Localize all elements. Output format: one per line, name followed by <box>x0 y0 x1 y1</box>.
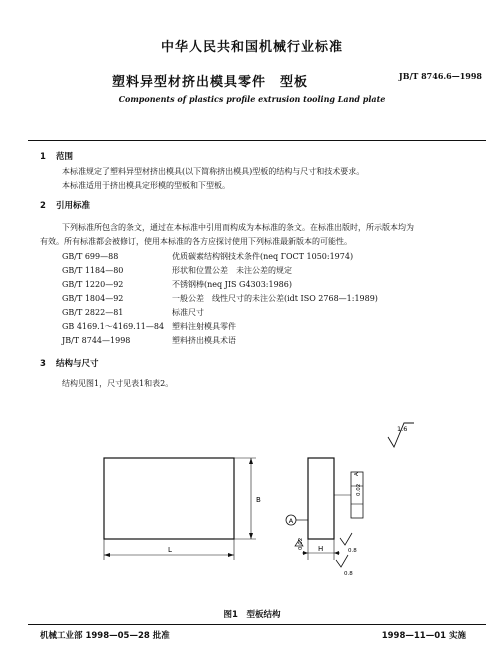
ref-code: GB/T 1804—92 <box>62 294 124 303</box>
perpendicularity-value: 0.02 <box>298 537 304 550</box>
section-1-title: 范围 <box>56 152 74 162</box>
ref-desc: 一般公差 线性尺寸的未注公差(idt ISO 2768—1:1989) <box>172 294 378 303</box>
roughness-symbol-side <box>336 555 348 567</box>
datum-label: A <box>288 517 294 525</box>
scope-line-1: 本标准规定了塑料异型材挤出模具(以下简称挤出模具)型板的结构与尺寸和技术要求。 <box>62 167 365 176</box>
footer-divider <box>28 624 486 625</box>
roughness-symbol-side <box>340 533 352 545</box>
ref-desc: 形状和位置公差 未注公差的规定 <box>172 266 292 275</box>
ref-desc: 不锈钢棒(neq JIS G4303:1986) <box>172 280 292 289</box>
ref-desc: 塑料挤出模具术语 <box>172 336 236 345</box>
ref-code: GB/T 2822—81 <box>62 308 124 317</box>
dimension-label-B: B <box>256 496 261 504</box>
scope-line-2: 本标准适用于挤出模具定形模的型板和下型板。 <box>62 181 230 190</box>
tolerance-datum: A <box>354 472 360 476</box>
ref-code: JB/T 8744—1998 <box>62 336 131 345</box>
dimension-label-L: L <box>168 546 172 554</box>
ref-code: GB/T 699—88 <box>62 252 119 261</box>
ref-code: GB 4169.1～4169.11—84 <box>62 322 165 331</box>
plate-side-view <box>308 458 334 539</box>
implementation-date: 1998—11—01 实施 <box>381 631 466 641</box>
ref-desc: 标准尺寸 <box>172 308 204 317</box>
section-2-number: 2 <box>40 201 46 211</box>
ref-desc: 优质碳素结构钢技术条件(neq ГОСТ 1050:1974) <box>172 252 354 261</box>
ref-code: GB/T 1220—92 <box>62 280 124 289</box>
standard-number: JB/T 8746.6—1998 <box>398 71 482 81</box>
tolerance-value: 0.02 <box>356 483 362 496</box>
issuing-organization: 中华人民共和国机械行业标准 <box>160 40 343 55</box>
roughness-side-value: 0.8 <box>344 571 353 577</box>
ref-desc: 塑料注射模具零件 <box>172 322 236 331</box>
standard-title: 塑料异型材挤出模具零件 型板 <box>111 75 308 90</box>
section-2-title: 引用标准 <box>56 201 91 211</box>
refs-intro-line-2: 有效。所有标准都会被修订，使用本标准的各方应探讨使用下列标准最新版本的可能性。 <box>40 237 352 246</box>
ref-code: GB/T 1184—80 <box>62 266 124 275</box>
roughness-side-value: 0.8 <box>348 548 357 554</box>
section-3-title: 结构与尺寸 <box>56 359 99 369</box>
roughness-value: 1.6 <box>397 425 408 433</box>
section-1-number: 1 <box>40 152 46 162</box>
plate-front-view <box>104 458 234 539</box>
english-title: Components of plastics profile extrusion tooling Land plate <box>118 94 386 104</box>
structure-text: 结构见图1，尺寸见表1和表2。 <box>62 379 174 388</box>
refs-intro-line-1: 下列标准所包含的条文，通过在本标准中引用而构成为本标准的条文。在标准出版时，所示版本均为 <box>62 223 414 232</box>
section-3-number: 3 <box>40 359 46 369</box>
approval-date: 机械工业部 1998—05—28 批准 <box>40 631 170 641</box>
dimension-label-H: H <box>318 545 324 553</box>
figure-caption: 图1 型板结构 <box>223 610 281 620</box>
